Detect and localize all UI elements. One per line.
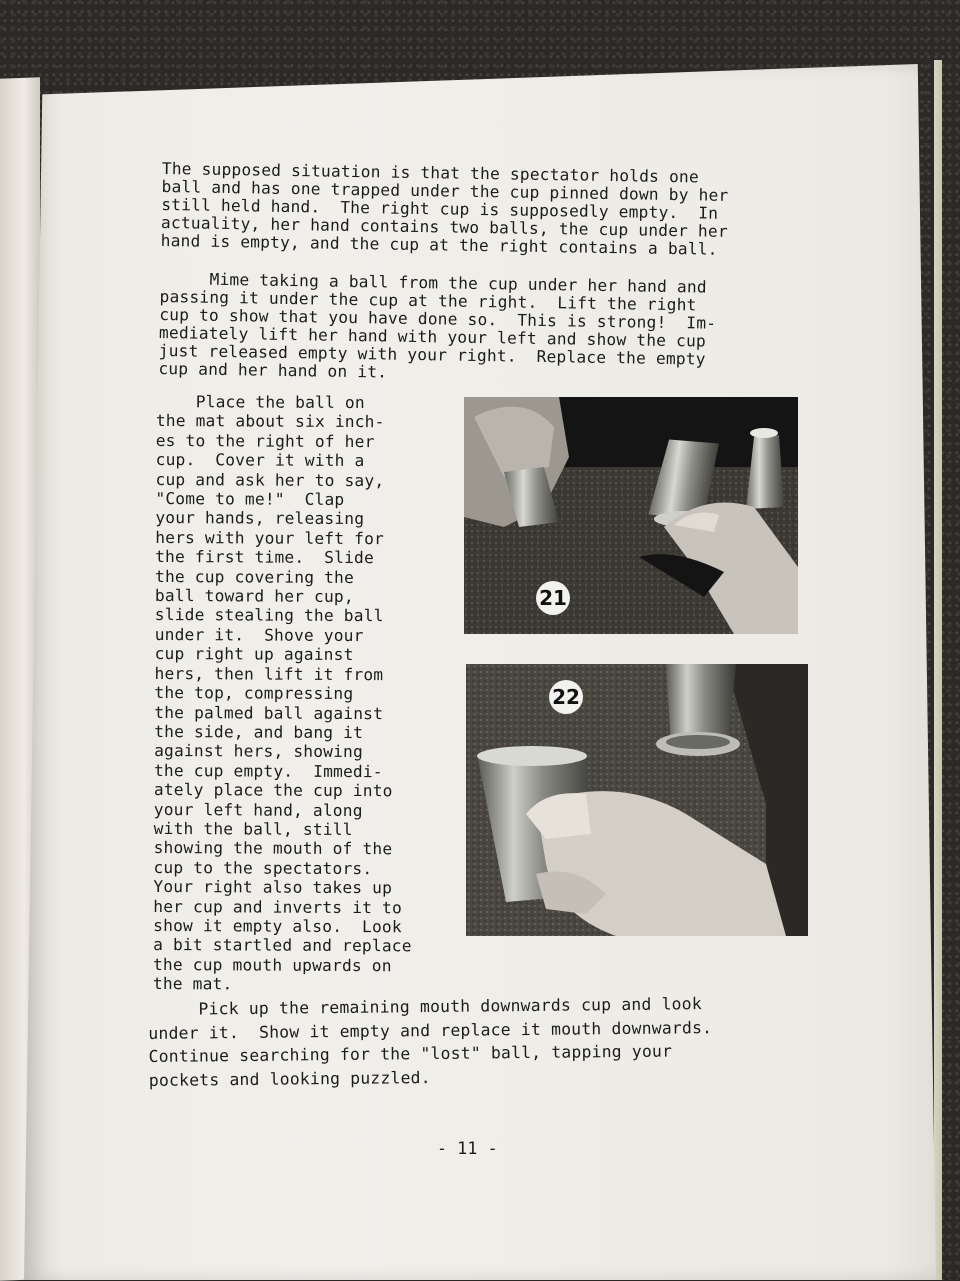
figure-21-label: 21: [536, 581, 570, 615]
figure-22-label: 22: [549, 680, 583, 714]
figure-21-illustration: [464, 397, 798, 634]
figure-21-photo: [464, 397, 798, 634]
right-page-stack: [934, 60, 942, 1280]
figure-22-photo: [466, 664, 808, 936]
paragraph-pick-up: Pick up the remaining mouth downwards cup and look under it. Show it empty and replace it mouth downwards. Continue searching for the "lost" ball, tapping your pockets and looking puzzled.: [148, 994, 713, 1090]
paragraph-situation: The supposed situation is that the spectator holds one ball and has one trapped under the cup pinned down by her still held hand. The right cup is supposedly empty. In actuality, her hand contains two balls, the cup under her hand is empty, and the cup at the right contains a ball.: [160, 159, 729, 259]
paragraph-mime: Mime taking a ball from the cup under her hand and passing it under the cup at the right. Lift the right cup to show that you have done so. This is strong! Im- mediately lift her hand with your left and show the cup just released empty with your right. Replace the empty cup and her hand on it.: [158, 269, 717, 382]
paragraph-place-ball: Place the ball on the mat about six inch- es to the right of her cup. Cover it with a cup and ask her to say, "Come to me!" Clap your hands, releasing hers with your left for the first time. Slide the cup covering the ball toward her cup, slide stealing the ball under it. Shove your cup right up against hers, then lift it from the top, compressing the palmed ball against the side, and bang it against hers, showing the cup empty. Immedi- ately place the cup into your left hand, along with the ball, still showing the mouth of the cup to the spectators. Your right also takes up her cup and inverts it to show it empty also. Look a bit startled and replace the cup mouth upwards on the mat.: [152, 392, 412, 994]
figure-22-illustration: [466, 664, 808, 936]
page-number: - 11 -: [437, 1139, 498, 1158]
